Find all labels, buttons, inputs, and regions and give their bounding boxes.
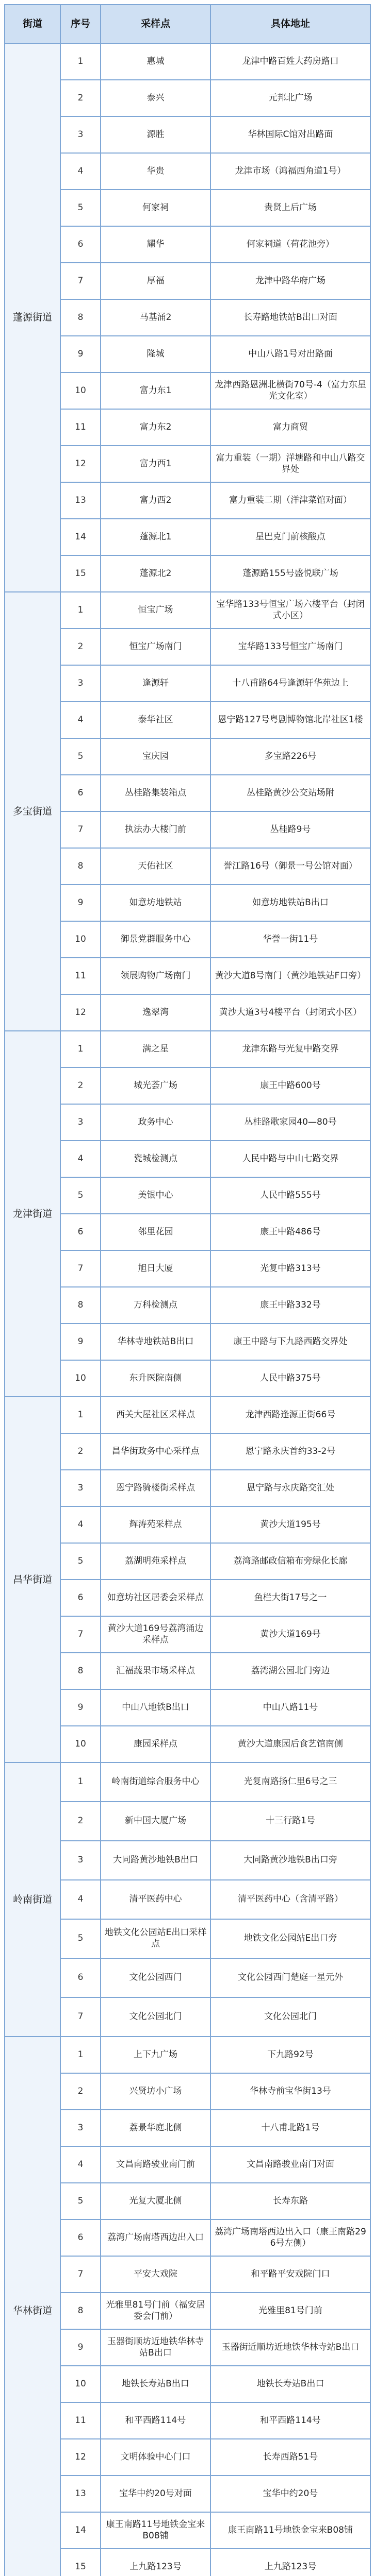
row-number-cell: 8 — [60, 848, 101, 885]
address-cell: 星巴克门前核酸点 — [210, 519, 370, 555]
row-number-cell: 9 — [60, 336, 101, 372]
sampling-site-cell: 西关大屋社区采样点 — [101, 1397, 210, 1433]
address-cell: 文昌南路骏业南门对面 — [210, 2146, 370, 2183]
sampling-site-cell: 耀华 — [101, 226, 210, 263]
row-number-cell: 11 — [60, 409, 101, 446]
sampling-site-cell: 马基涌2 — [101, 299, 210, 336]
address-cell: 如意坊地铁站B出口 — [210, 885, 370, 921]
address-cell: 龙津西路逢源正街66号 — [210, 1397, 370, 1433]
sampling-site-cell: 城光荟广场 — [101, 1067, 210, 1104]
address-cell: 康王中路600号 — [210, 1067, 370, 1104]
sampling-site-cell: 恩宁路骑楼街采样点 — [101, 1470, 210, 1506]
address-cell: 和平西路114号 — [210, 2402, 370, 2439]
table-body — [5, 43, 370, 2576]
street-name-cell: 岭南街道 — [5, 1762, 60, 2037]
row-number-cell: 5 — [60, 1543, 101, 1580]
address-cell: 宝华中约20号 — [210, 2476, 370, 2512]
row-number-cell: 2 — [60, 1802, 101, 1841]
sampling-sites-table — [4, 4, 371, 2576]
row-number-cell: 8 — [60, 1287, 101, 1324]
sampling-site-cell: 富力西2 — [101, 482, 210, 519]
address-cell: 光复中路313号 — [210, 1250, 370, 1287]
row-number-cell: 13 — [60, 482, 101, 519]
row-number-cell: 6 — [60, 2219, 101, 2256]
row-number-cell: 9 — [60, 885, 101, 921]
street-name-cell: 华林街道 — [5, 2037, 60, 2576]
row-number-cell: 9 — [60, 2329, 101, 2366]
sampling-site-cell: 泰华社区 — [101, 702, 210, 738]
sampling-site-cell: 上下九广场 — [101, 2037, 210, 2073]
sampling-site-cell: 御景党群服务中心 — [101, 921, 210, 958]
sampling-site-cell: 荔湖明苑采样点 — [101, 1543, 210, 1580]
address-cell: 和平路平安戏院门口 — [210, 2256, 370, 2293]
row-number-cell: 4 — [60, 1506, 101, 1543]
sampling-site-cell: 华贵 — [101, 153, 210, 190]
row-number-cell: 5 — [60, 2183, 101, 2219]
address-cell: 华林国际C馆对出路面 — [210, 116, 370, 153]
row-number-cell: 7 — [60, 1250, 101, 1287]
street-name-cell: 昌华街道 — [5, 1397, 60, 1762]
address-cell: 地铁长寿站B出口 — [210, 2366, 370, 2402]
address-cell: 富力重装二期（洋津菜馆对面） — [210, 482, 370, 519]
address-cell: 康王中路486号 — [210, 1214, 370, 1250]
sampling-site-cell: 富力东2 — [101, 409, 210, 446]
address-cell: 宝华路133号恒宝广场南门 — [210, 629, 370, 665]
row-number-cell: 1 — [60, 1762, 101, 1802]
sampling-site-cell: 大同路黄沙地铁B出口 — [101, 1841, 210, 1880]
row-number-cell: 8 — [60, 299, 101, 336]
address-cell: 荔湾湖公园北门旁边 — [210, 1653, 370, 1689]
sampling-site-cell: 文化公园西门 — [101, 1958, 210, 1997]
address-cell: 华誉一街11号 — [210, 921, 370, 958]
sampling-site-cell: 源胜 — [101, 116, 210, 153]
row-number-cell: 11 — [60, 958, 101, 994]
address-cell: 龙津西路恩洲北横街70号-4（富力东星光文化室） — [210, 372, 370, 409]
address-cell: 龙津中路百姓大药房路口 — [210, 43, 370, 80]
sampling-site-cell: 兴贤坊小广场 — [101, 2073, 210, 2110]
address-cell: 黄沙大道康园后食艺馆南侧 — [210, 1726, 370, 1762]
row-number-cell: 12 — [60, 2439, 101, 2476]
row-number-cell: 3 — [60, 2110, 101, 2146]
address-cell: 长寿路地铁站B出口对面 — [210, 299, 370, 336]
address-cell: 黄沙大道169号 — [210, 1616, 370, 1653]
sampling-site-cell: 恒宝广场 — [101, 592, 210, 629]
sampling-site-cell: 文化公园北门 — [101, 1997, 210, 2037]
address-cell: 人民中路375号 — [210, 1360, 370, 1397]
row-number-cell: 15 — [60, 555, 101, 592]
address-cell: 宝华路133号恒宝广场六楼平台（封闭式小区） — [210, 592, 370, 629]
address-cell: 下九路92号 — [210, 2037, 370, 2073]
row-number-cell: 5 — [60, 190, 101, 226]
sampling-site-cell: 东升医院南侧 — [101, 1360, 210, 1397]
sampling-site-cell: 富力西1 — [101, 446, 210, 482]
row-number-cell: 6 — [60, 1958, 101, 1997]
table-row — [5, 1762, 370, 1802]
address-cell: 玉器街近顺坊近地铁华林寺站B出口 — [210, 2329, 370, 2366]
street-name-cell: 多宝街道 — [5, 592, 60, 1031]
row-number-cell: 1 — [60, 2037, 101, 2073]
address-cell: 丛桂路歌家园40—80号 — [210, 1104, 370, 1141]
sampling-site-cell: 宝庆园 — [101, 738, 210, 775]
sampling-site-cell: 瓷城检测点 — [101, 1141, 210, 1177]
row-number-cell: 11 — [60, 2402, 101, 2439]
street-name-cell: 龙津街道 — [5, 1031, 60, 1397]
address-cell: 荔湾路邮政信箱布旁绿化长廊 — [210, 1543, 370, 1580]
address-cell: 富力重装（一期）洋塘路和中山八路交界处 — [210, 446, 370, 482]
address-cell: 荔湾广场南塔西边出入口（康王南路296号左侧） — [210, 2219, 370, 2256]
row-number-cell: 2 — [60, 1433, 101, 1470]
row-number-cell: 7 — [60, 2256, 101, 2293]
address-cell: 黄沙大道3号4楼平台（封闭式小区） — [210, 994, 370, 1031]
sampling-site-cell: 丛桂路集装箱点 — [101, 775, 210, 811]
row-number-cell: 1 — [60, 1397, 101, 1433]
row-number-cell: 6 — [60, 775, 101, 811]
address-cell: 人民中路555号 — [210, 1177, 370, 1214]
row-number-cell: 8 — [60, 2293, 101, 2329]
sampling-site-cell: 邻里花园 — [101, 1214, 210, 1250]
row-number-cell: 4 — [60, 1880, 101, 1919]
sampling-site-cell: 蓬源北2 — [101, 555, 210, 592]
row-number-cell: 13 — [60, 2476, 101, 2512]
row-number-cell: 2 — [60, 80, 101, 116]
sampling-site-cell: 逸翠湾 — [101, 994, 210, 1031]
sampling-site-cell: 黄沙大道169号荔湾涌边采样点 — [101, 1616, 210, 1653]
address-cell: 丛桂路9号 — [210, 811, 370, 848]
address-cell: 誉江路16号（御景一号公馆对面） — [210, 848, 370, 885]
sampling-site-cell: 地铁长寿站B出口 — [101, 2366, 210, 2402]
sampling-site-cell: 泰兴 — [101, 80, 210, 116]
address-cell: 恩宁路127号粤剧博物馆北岸社区1楼 — [210, 702, 370, 738]
sampling-site-cell: 康王南路11号地铁金宝来B08铺 — [101, 2512, 210, 2549]
row-number-cell: 6 — [60, 1580, 101, 1616]
table-row — [5, 1031, 370, 1067]
address-cell: 清平医药中心（含清平路） — [210, 1880, 370, 1919]
row-number-cell: 10 — [60, 1360, 101, 1397]
row-number-cell: 9 — [60, 1324, 101, 1360]
table-header — [5, 5, 370, 43]
address-cell: 文化公园北门 — [210, 1997, 370, 2037]
sampling-site-cell: 满之星 — [101, 1031, 210, 1067]
address-cell: 龙津市场（鸿福西角道1号） — [210, 153, 370, 190]
address-cell: 黄沙大道195号 — [210, 1506, 370, 1543]
row-number-cell: 2 — [60, 1067, 101, 1104]
address-cell: 康王中路332号 — [210, 1287, 370, 1324]
row-number-cell: 2 — [60, 2073, 101, 2110]
table-row — [5, 1397, 370, 1433]
row-number-cell: 12 — [60, 994, 101, 1031]
address-cell: 龙津东路与光复中路交界 — [210, 1031, 370, 1067]
row-number-cell: 4 — [60, 2146, 101, 2183]
sampling-site-cell: 岭南街道综合服务中心 — [101, 1762, 210, 1802]
address-cell: 华林寺前宝华街13号 — [210, 2073, 370, 2110]
sampling-site-cell: 荔景华庭北侧 — [101, 2110, 210, 2146]
address-cell: 人民中路与中山七路交界 — [210, 1141, 370, 1177]
address-cell: 十八甫北路1号 — [210, 2110, 370, 2146]
row-number-cell: 14 — [60, 519, 101, 555]
row-number-cell: 3 — [60, 1470, 101, 1506]
row-number-cell: 10 — [60, 2366, 101, 2402]
row-number-cell: 9 — [60, 1689, 101, 1726]
sampling-site-cell: 逢源轩 — [101, 665, 210, 702]
sampling-site-cell: 文明体验中心门口 — [101, 2439, 210, 2476]
row-number-cell: 1 — [60, 592, 101, 629]
address-cell: 恩宁路永庆首约33-2号 — [210, 1433, 370, 1470]
header-street: 街道 — [5, 5, 60, 43]
row-number-cell: 3 — [60, 1104, 101, 1141]
address-cell: 长寿东路 — [210, 2183, 370, 2219]
header-no: 序号 — [60, 5, 101, 43]
sampling-site-cell: 惠城 — [101, 43, 210, 80]
row-number-cell: 10 — [60, 921, 101, 958]
address-cell: 恩宁路与永庆路交汇处 — [210, 1470, 370, 1506]
row-number-cell: 5 — [60, 1919, 101, 1958]
header-row — [5, 5, 370, 43]
sampling-site-cell: 康园采样点 — [101, 1726, 210, 1762]
sampling-site-cell: 美银中心 — [101, 1177, 210, 1214]
address-cell: 蓬源路155号盛悦联广场 — [210, 555, 370, 592]
row-number-cell: 4 — [60, 702, 101, 738]
row-number-cell: 7 — [60, 811, 101, 848]
address-cell: 大同路黄沙地铁B出口旁 — [210, 1841, 370, 1880]
row-number-cell: 10 — [60, 1726, 101, 1762]
address-cell: 康王中路与下九路西路交界处 — [210, 1324, 370, 1360]
row-number-cell: 2 — [60, 629, 101, 665]
street-name-cell: 蓬源街道 — [5, 43, 60, 592]
table-row — [5, 592, 370, 629]
table-row — [5, 43, 370, 80]
address-cell: 长寿西路51号 — [210, 2439, 370, 2476]
sampling-site-cell: 天佑社区 — [101, 848, 210, 885]
sampling-site-cell: 清平医药中心 — [101, 1880, 210, 1919]
address-cell: 光复南路扬仁里6号之三 — [210, 1762, 370, 1802]
sampling-site-cell: 光复大厦北侧 — [101, 2183, 210, 2219]
address-cell: 十三行路1号 — [210, 1802, 370, 1841]
sampling-site-cell: 何家祠 — [101, 190, 210, 226]
address-cell: 十八甫路64号逢源轩华苑边上 — [210, 665, 370, 702]
address-cell: 鱼栏大街17号之一 — [210, 1580, 370, 1616]
row-number-cell: 6 — [60, 226, 101, 263]
row-number-cell: 14 — [60, 2512, 101, 2549]
address-cell: 康王南路11号地铁金宝来B08铺 — [210, 2512, 370, 2549]
sampling-site-cell: 文昌南路骏业南门前 — [101, 2146, 210, 2183]
address-cell: 丛桂路黄沙公交站场附 — [210, 775, 370, 811]
row-number-cell: 3 — [60, 665, 101, 702]
sampling-site-cell: 汇福蔬果市场采样点 — [101, 1653, 210, 1689]
row-number-cell: 1 — [60, 43, 101, 80]
address-cell: 光雅里81号门前 — [210, 2293, 370, 2329]
row-number-cell: 12 — [60, 446, 101, 482]
sampling-site-cell: 隆城 — [101, 336, 210, 372]
row-number-cell: 7 — [60, 1616, 101, 1653]
sampling-site-cell: 中山八地铁B出口 — [101, 1689, 210, 1726]
sampling-site-cell: 万科检测点 — [101, 1287, 210, 1324]
sampling-site-cell: 恒宝广场南门 — [101, 629, 210, 665]
sampling-site-cell: 荔湾广场南塔西边出入口 — [101, 2219, 210, 2256]
row-number-cell: 10 — [60, 372, 101, 409]
row-number-cell: 7 — [60, 1997, 101, 2037]
sampling-site-cell: 昌华街政务中心采样点 — [101, 1433, 210, 1470]
row-number-cell: 3 — [60, 116, 101, 153]
sampling-site-cell: 政务中心 — [101, 1104, 210, 1141]
sampling-site-cell: 华林寺地铁站B出口 — [101, 1324, 210, 1360]
row-number-cell: 4 — [60, 1141, 101, 1177]
header-address: 具体地址 — [210, 5, 370, 43]
address-cell: 何家祠道（荷花池旁） — [210, 226, 370, 263]
address-cell: 中山八路1号对出路面 — [210, 336, 370, 372]
sampling-site-cell: 宝华中约20号对面 — [101, 2476, 210, 2512]
sampling-site-cell: 如意坊社区居委会采样点 — [101, 1580, 210, 1616]
address-cell: 黄沙大道8号南门（黄沙地铁站F口旁） — [210, 958, 370, 994]
address-cell: 富力商贸 — [210, 409, 370, 446]
address-cell: 元邦北广场 — [210, 80, 370, 116]
row-number-cell: 8 — [60, 1653, 101, 1689]
row-number-cell: 6 — [60, 1214, 101, 1250]
sampling-site-cell: 辉涛苑采样点 — [101, 1506, 210, 1543]
row-number-cell: 15 — [60, 2549, 101, 2576]
row-number-cell: 1 — [60, 1031, 101, 1067]
row-number-cell: 5 — [60, 1177, 101, 1214]
sampling-site-cell: 如意坊地铁站 — [101, 885, 210, 921]
address-cell: 文化公园西门楚庭一星元外 — [210, 1958, 370, 1997]
sampling-site-cell: 新中国大厦广场 — [101, 1802, 210, 1841]
address-cell: 贵贤上后广场 — [210, 190, 370, 226]
address-cell: 龙津中路华府广场 — [210, 263, 370, 299]
address-cell: 地铁文化公园站E出口旁 — [210, 1919, 370, 1958]
table-row — [5, 2037, 370, 2073]
sampling-site-cell: 厚福 — [101, 263, 210, 299]
sampling-site-cell: 旭日大厦 — [101, 1250, 210, 1287]
row-number-cell: 3 — [60, 1841, 101, 1880]
sampling-site-cell: 光雅里81号门前（福安居委会门前） — [101, 2293, 210, 2329]
sampling-site-cell: 领展购物广场南门 — [101, 958, 210, 994]
sampling-site-cell: 玉器街顺坊近地铁华林寺站B出口 — [101, 2329, 210, 2366]
sampling-site-cell: 蓬源北1 — [101, 519, 210, 555]
row-number-cell: 4 — [60, 153, 101, 190]
address-cell: 多宝路226号 — [210, 738, 370, 775]
address-cell: 上九路123号 — [210, 2549, 370, 2576]
address-cell: 中山八路11号 — [210, 1689, 370, 1726]
header-site: 采样点 — [101, 5, 210, 43]
sampling-site-cell: 上九路123号 — [101, 2549, 210, 2576]
sampling-site-cell: 执法办大楼门前 — [101, 811, 210, 848]
sampling-site-cell: 地铁文化公园站E出口采样点 — [101, 1919, 210, 1958]
row-number-cell: 5 — [60, 738, 101, 775]
sampling-site-cell: 和平西路114号 — [101, 2402, 210, 2439]
sampling-site-cell: 平安大戏院 — [101, 2256, 210, 2293]
sampling-site-cell: 富力东1 — [101, 372, 210, 409]
row-number-cell: 7 — [60, 263, 101, 299]
